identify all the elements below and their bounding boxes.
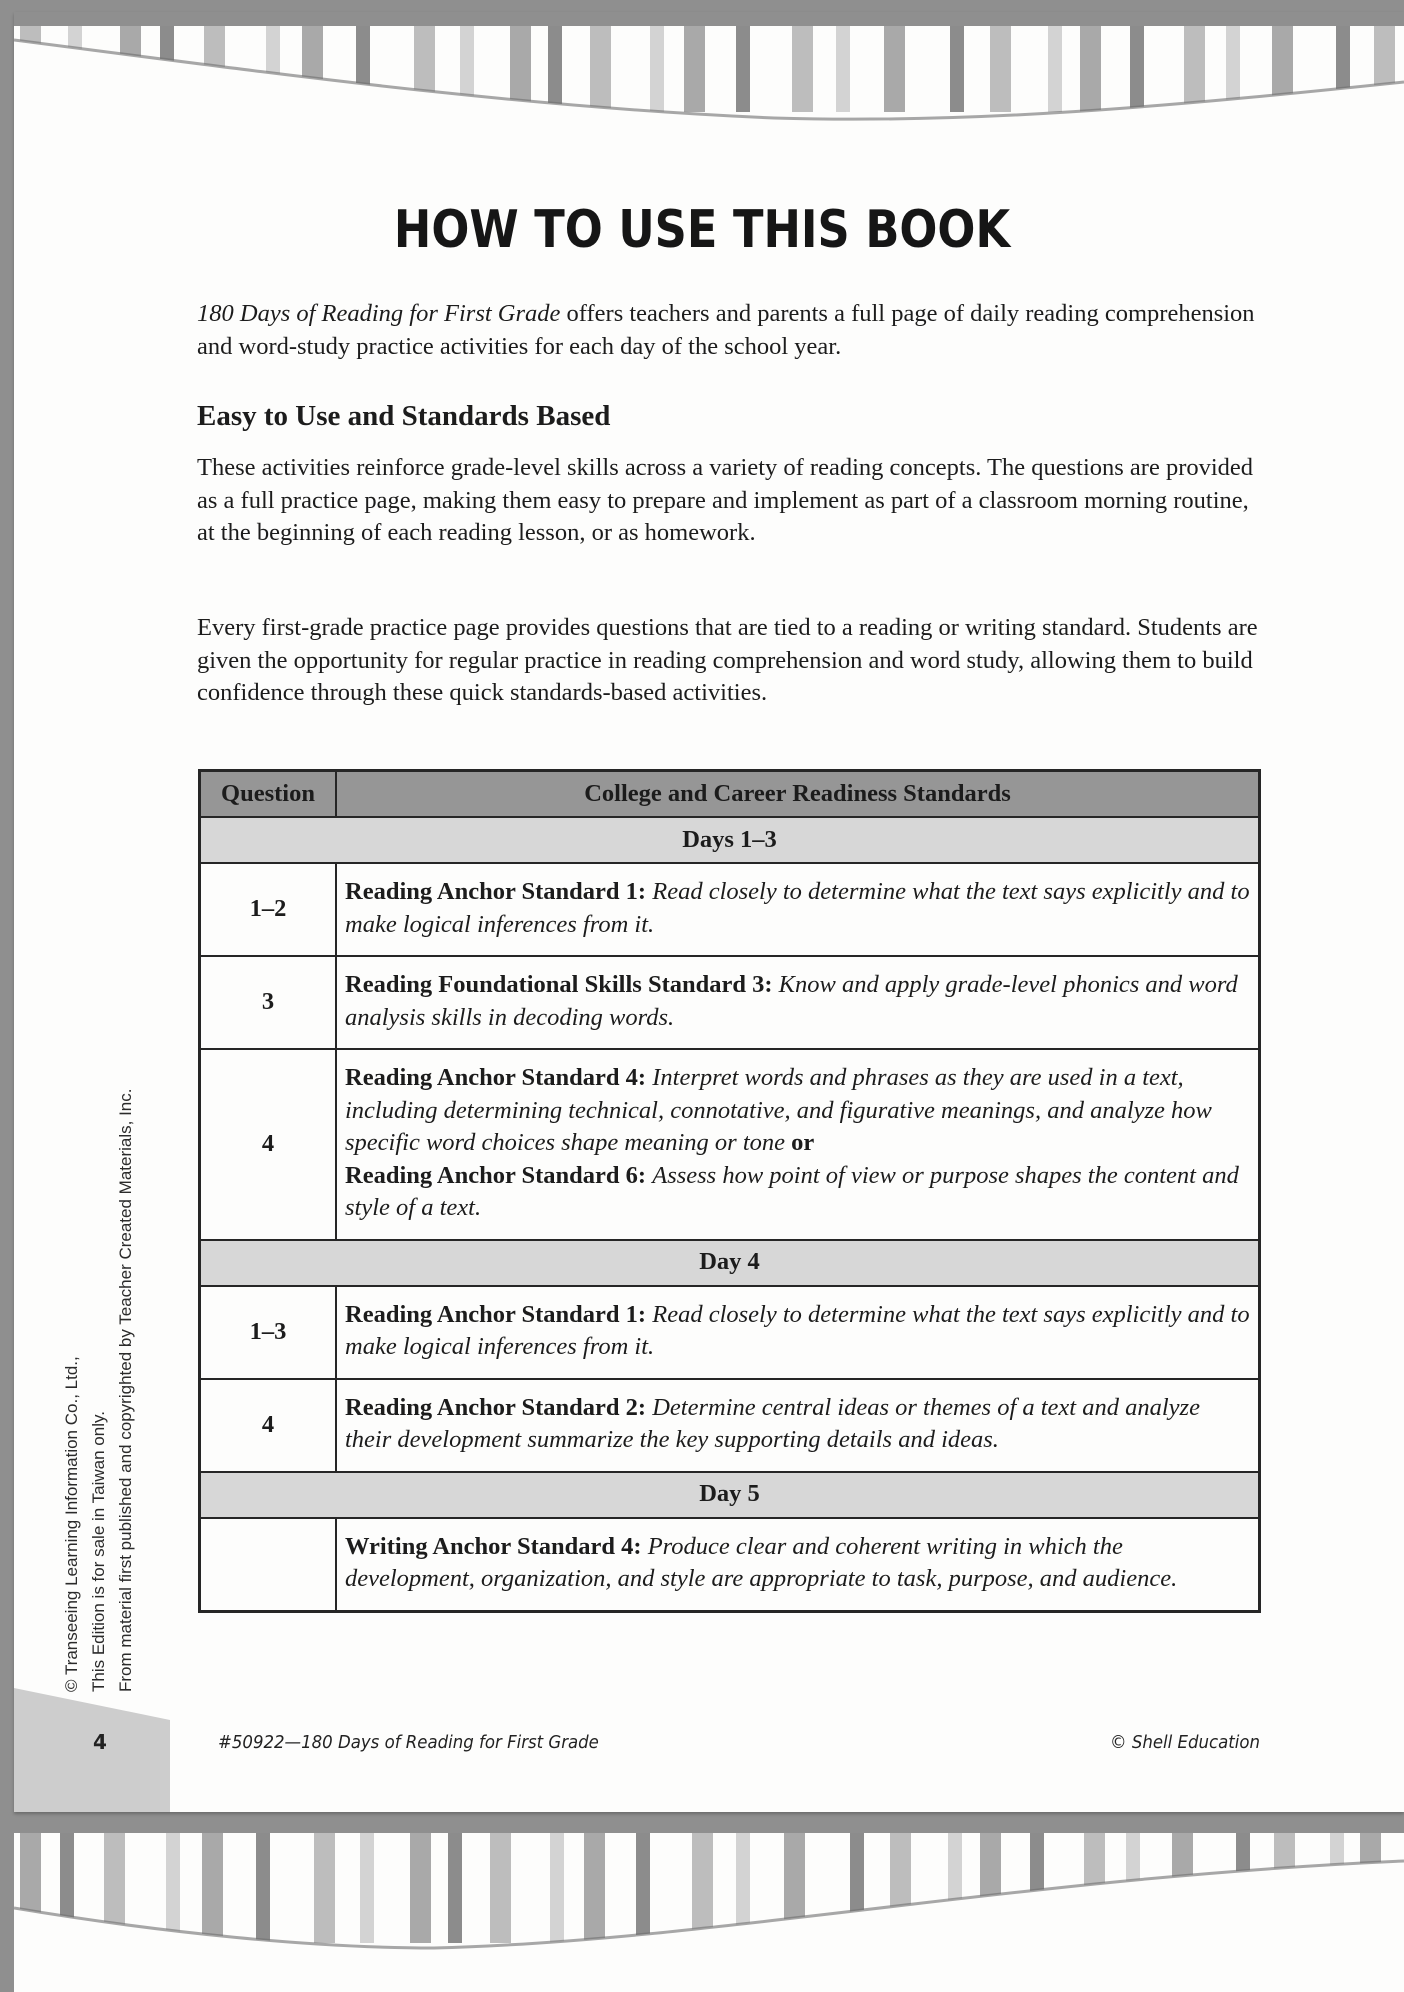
table-row — [200, 1379, 1260, 1472]
body-paragraph-1 — [197, 452, 1272, 550]
border-stripe — [548, 26, 562, 112]
group-label: Days 1–3 — [200, 817, 1260, 863]
standard-cell — [336, 1049, 1260, 1240]
border-stripe — [636, 1833, 650, 1943]
table-row — [200, 956, 1260, 1049]
table-group-row — [200, 1472, 1260, 1518]
copyright-line: From material first published and copyrighted by Teacher Created Materials, Inc. — [116, 1088, 135, 1692]
standard-cell — [336, 1286, 1260, 1379]
border-stripe — [1184, 26, 1205, 112]
standard-connector: or — [791, 1129, 815, 1156]
border-stripe — [1048, 26, 1062, 112]
table-row — [200, 863, 1260, 956]
standard-description: Assess how point of view or purpose shapes the content and style of a text. — [345, 1161, 1239, 1221]
border-stripe — [590, 26, 611, 112]
table-row — [200, 1049, 1260, 1240]
column-header-standards: College and Career Readiness Standards — [336, 771, 1260, 818]
border-stripe — [314, 1833, 335, 1943]
column-header-question: Question — [200, 771, 337, 818]
copyright-sidebar — [58, 1089, 139, 1692]
border-stripe — [490, 1833, 511, 1943]
standard-cell — [336, 1518, 1260, 1612]
standard-name: Reading Foundational Skills Standard 3: — [345, 971, 773, 998]
border-stripe — [166, 1833, 180, 1943]
standard-cell — [336, 1379, 1260, 1472]
border-stripe — [836, 26, 850, 112]
table-header-row — [200, 771, 1260, 818]
question-number: 4 — [200, 1379, 337, 1472]
standard-description: Read closely to determine what the text says explicitly and to make logical inferences from it. — [345, 1300, 1250, 1360]
border-stripe — [256, 1833, 270, 1943]
table-group-row — [200, 1240, 1260, 1286]
question-number: 3 — [200, 956, 337, 1049]
book-title: 180 Days of Reading for First Grade — [197, 300, 561, 327]
border-stripe — [950, 26, 964, 112]
border-stripe — [584, 1833, 605, 1943]
standard-name: Reading Anchor Standard 1: — [345, 878, 647, 905]
border-stripe — [1130, 26, 1144, 112]
border-stripe — [448, 1833, 462, 1943]
page-number: 4 — [93, 1730, 107, 1754]
border-stripe — [410, 1833, 431, 1943]
paragraph-text: These activities reinforce grade-level skills across a variety of reading concepts. The questions are provided as a full practice page, making them easy to prepare and implement as part of a classroom morning routine, at the beginning of each reading lesson, or as homework. — [197, 454, 1254, 546]
standard-cell — [336, 956, 1260, 1049]
border-stripe — [792, 26, 813, 112]
standard-description: Read closely to determine what the text says explicitly and to make logical inferences from it. — [345, 878, 1250, 938]
standard-description: Know and apply grade-level phonics and word analysis skills in decoding words. — [345, 971, 1238, 1031]
border-stripe — [650, 26, 664, 112]
copyright-line: This Edition is for sale in Taiwan only. — [89, 1411, 108, 1692]
table-body — [200, 817, 1260, 1611]
decorative-bottom-border — [14, 1833, 1404, 1992]
page-title: HOW TO USE THIS BOOK — [393, 200, 1011, 260]
standard-description: Determine central ideas or themes of a text and analyze their development summarize the key supporting details and ideas. — [345, 1393, 1200, 1453]
table-group-row — [200, 817, 1260, 863]
intro-paragraph — [197, 298, 1272, 363]
standard-name: Reading Anchor Standard 6: — [345, 1161, 647, 1189]
copyright-line: © Transeeing Learning Information Co., Ltd., — [62, 1356, 81, 1692]
question-number: 4 — [200, 1049, 337, 1240]
standard-name: Reading Anchor Standard 2: — [345, 1393, 647, 1421]
footer-publisher: © Shell Education — [1110, 1732, 1260, 1753]
standard-name: Reading Anchor Standard 4: — [345, 1064, 647, 1091]
section-heading: Easy to Use and Standards Based — [197, 400, 611, 432]
decorative-top-border — [14, 12, 1404, 152]
border-stripe — [360, 1833, 374, 1943]
group-label: Day 4 — [200, 1240, 1260, 1286]
border-stripe — [202, 1833, 223, 1943]
footer-book-id: #50922—180 Days of Reading for First Grade — [218, 1732, 599, 1753]
border-stripe — [990, 26, 1011, 112]
paragraph-text: Every first-grade practice page provides questions that are tied to a reading or writing standard. Students are given the opportunity for regular practice in reading comprehension and word study, allowing them to build confidence through these quick standards-based activities. — [197, 614, 1258, 706]
border-stripe — [550, 1833, 564, 1943]
standard-cell — [336, 863, 1260, 956]
standard-name: Writing Anchor Standard 4: — [345, 1532, 642, 1560]
standard-description: Interpret words and phrases as they are used in a text, including determining technical, connotative, and figurative meanings, and analyze how specific word choices shape meaning or tone — [345, 1064, 1212, 1156]
table-row — [200, 1286, 1260, 1379]
table-row — [200, 1518, 1260, 1612]
border-stripe — [736, 26, 750, 112]
standard-description: Produce clear and coherent writing in which the development, organization, and style are appropriate to task, purpose, and audience. — [345, 1532, 1178, 1592]
group-label: Day 5 — [200, 1472, 1260, 1518]
question-number: 1–3 — [200, 1286, 337, 1379]
border-stripe — [684, 26, 705, 112]
border-stripe — [1080, 26, 1101, 112]
question-number — [200, 1518, 337, 1612]
border-stripe — [884, 26, 905, 112]
standard-name: Reading Anchor Standard 1: — [345, 1300, 647, 1328]
body-paragraph-2 — [197, 612, 1272, 710]
standards-table — [198, 769, 1261, 1613]
intro-text: offers teachers and parents a full page of daily reading comprehension and word-study practice activities for each day of the school year. — [197, 300, 1255, 360]
question-number: 1–2 — [200, 863, 337, 956]
